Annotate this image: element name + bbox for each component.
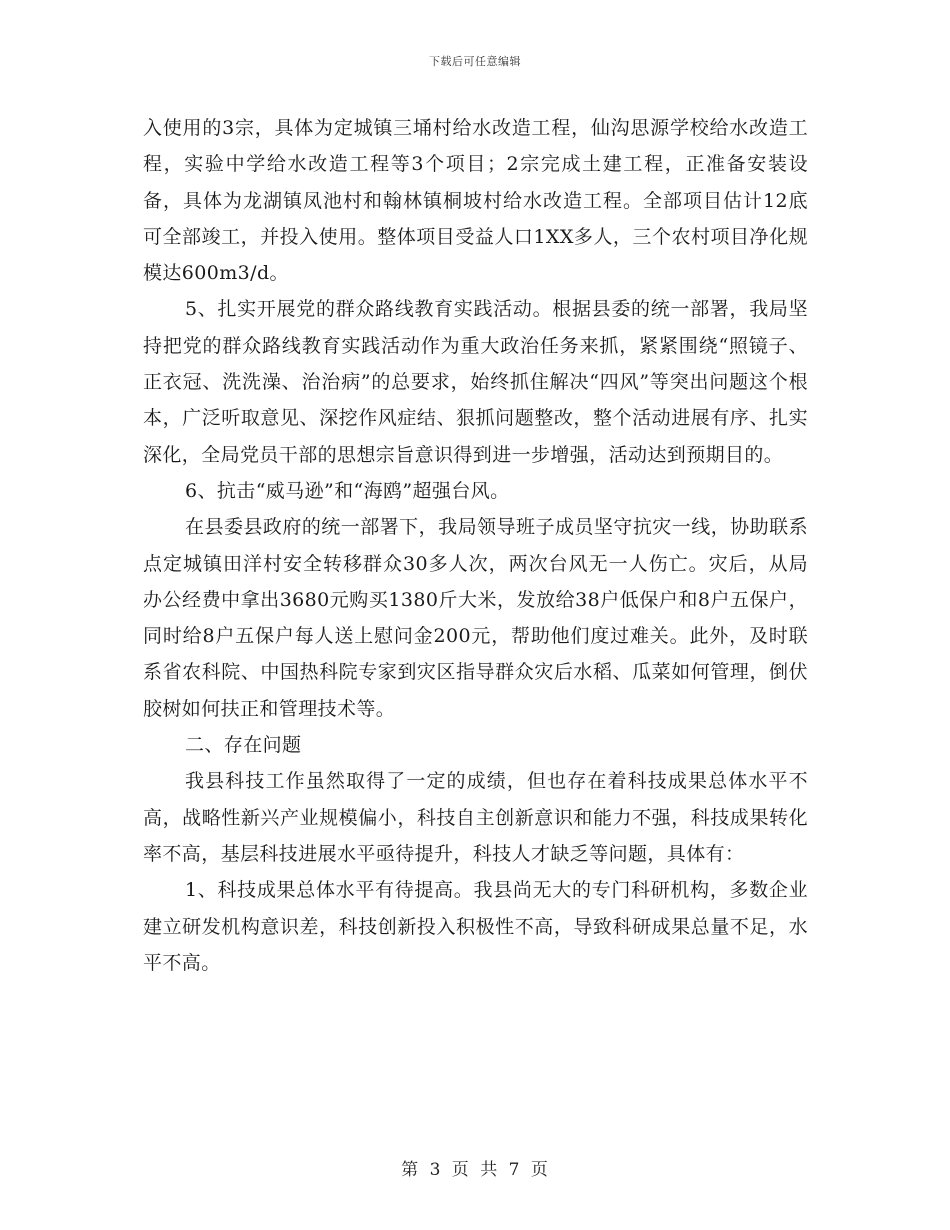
paragraph-problem-1: 1、科技成果总体水平有待提高。我县尚无大的专门科研机构，多数企业建立研发机构意识差，科技创新投入积极性不高，导致科研成果总量不足，水平不高。 (143, 879, 808, 974)
page-header: 下载后可任意编辑 (429, 55, 521, 68)
paragraph-item-5-mass-line-campaign: 5、扎实开展党的群众路线教育实践活动。根据县委的统一部署，我局坚持把党的群众路线教育实践活动作为重大政治任务来抓，紧紧围绕“照镜子、正衣冠、洗洗澡、治治病”的总要求，始终抓住解决“四风”等突出问题这个根本，广泛听取意见、深挖作风症结、狠抓问题整改，整个活动进展有序、扎实深化，全局党员干部的思想宗旨意识得到进一步增强，活动达到预期目的。 (143, 298, 808, 466)
paragraph-problems-overview: 我县科技工作虽然取得了一定的成绩，但也存在着科技成果总体水平不高，战略性新兴产业规模偏小，科技自主创新意识和能力不强，科技成果转化率不高，基层科技进展水平亟待提升，科技人才缺乏等问题，具体有： (143, 770, 808, 865)
paragraph-typhoon-relief: 在县委县政府的统一部署下，我局领导班子成员坚守抗灾一线，协助联系点定城镇田洋村安全转移群众30多人次，两次台风无一人伤亡。灾后，从局办公经费中拿出3680元购买1380斤大米，发放给38户低保户和8户五保户，同时给8户五保户每人送上慰问金200元，帮助他们度过难关。此外，及时联系省农科院、中国热科院专家到灾区指导群众灾后水稻、瓜菜如何管理，倒伏胶树如何扶正和管理技术等。 (143, 516, 808, 720)
paragraph-item-6-typhoon-heading: 6、抗击“威马逊”和“海鸥”超强台风。 (185, 479, 510, 502)
document-body (143, 110, 808, 981)
page-number-footer: 第 3 页 共 7 页 (401, 1160, 549, 1180)
paragraph-continued-project-summary: 入使用的3宗，具体为定城镇三埇村给水改造工程，仙沟思源学校给水改造工程，实验中学给水改造工程等3个项目；2宗完成土建工程，正准备安装设备，具体为龙湖镇凤池村和翰林镇桐坡村给水改造工程。全部项目估计12底可全部竣工，并投入使用。整体项目受益人口1XX多人，三个农村项目净化规模达600m3/d。 (143, 117, 808, 285)
section-heading-existing-problems: 二、存在问题 (185, 734, 302, 757)
